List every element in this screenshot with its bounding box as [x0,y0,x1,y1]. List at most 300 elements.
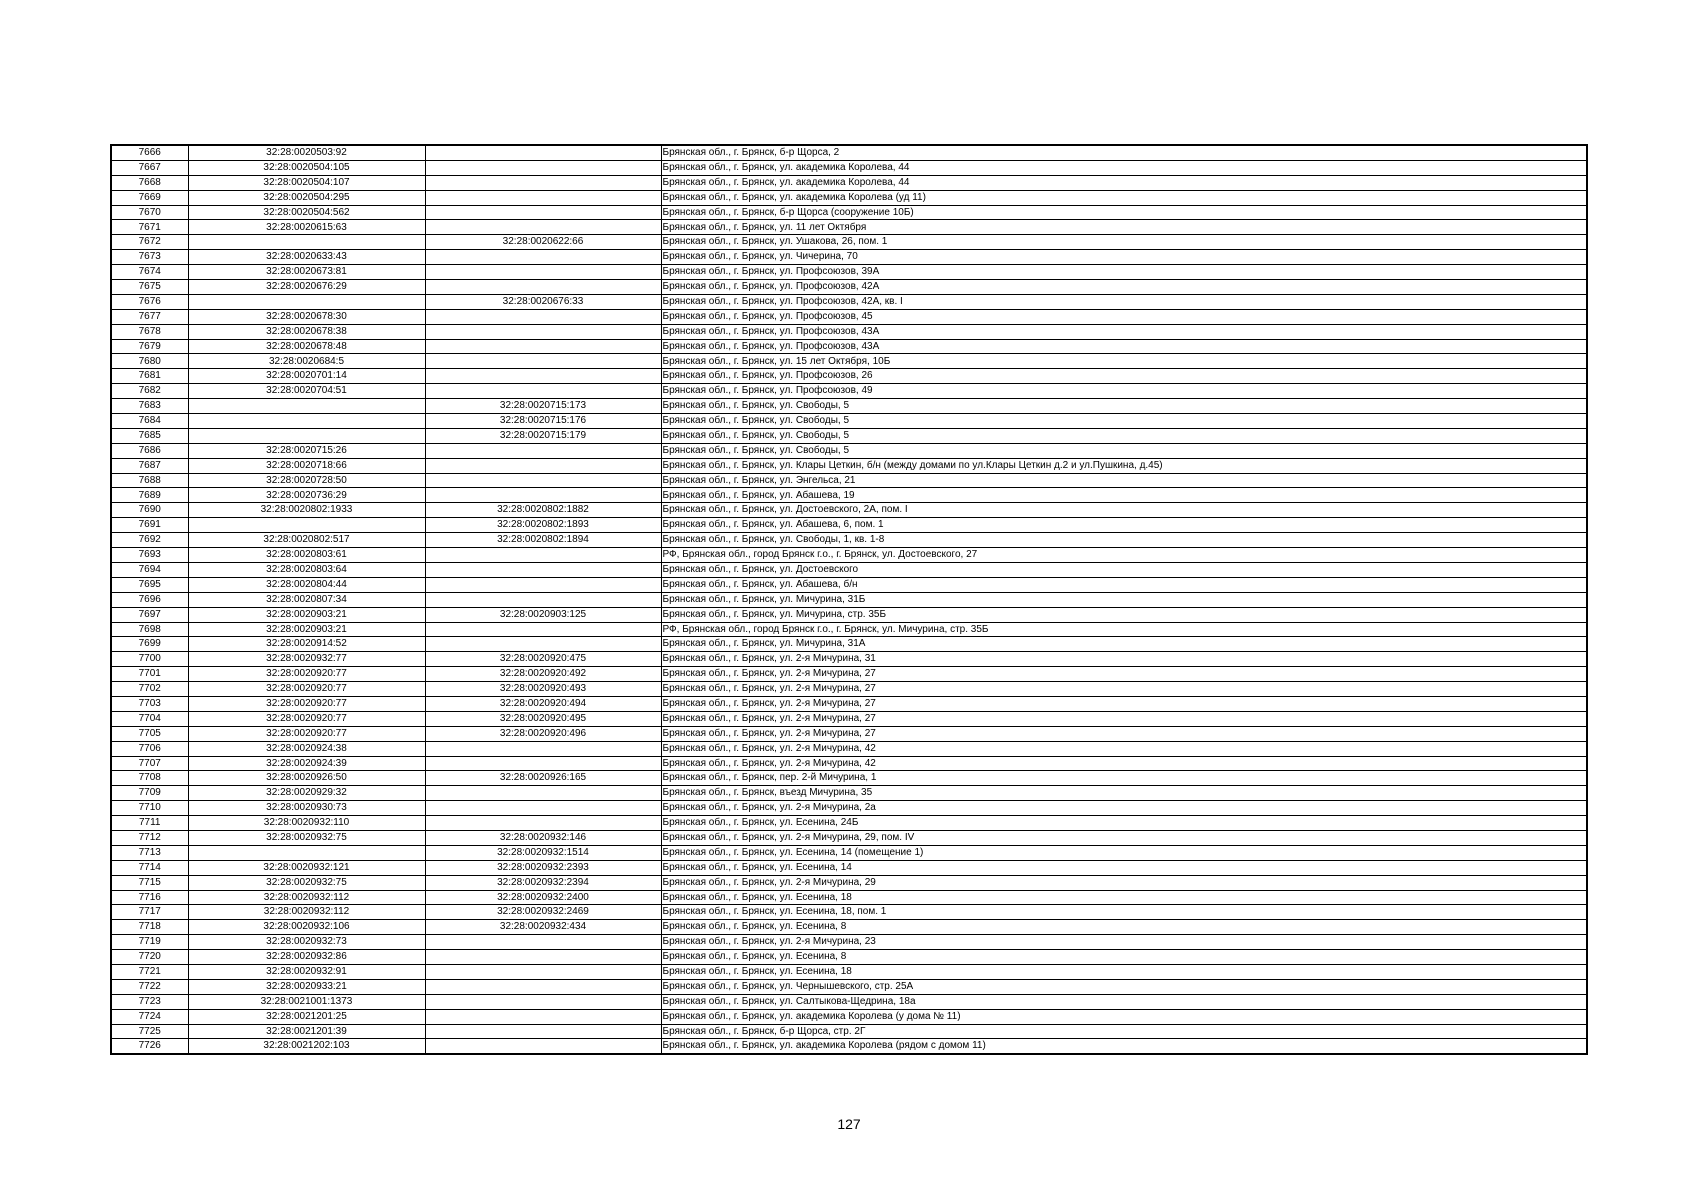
land-cadastral-number-cell: 32:28:0020932:77 [188,652,425,667]
address-cell: Брянская обл., г. Брянск, ул. Энгельса, 21 [661,473,1587,488]
object-cadastral-number-cell: 32:28:0020932:2393 [425,860,661,875]
land-cadastral-number-cell: 32:28:0020728:50 [188,473,425,488]
row-number-cell: 7686 [111,443,188,458]
address-cell: Брянская обл., г. Брянск, ул. Профсоюзов, 45 [661,309,1587,324]
land-cadastral-number-cell: 32:28:0020503:92 [188,145,425,160]
land-cadastral-number-cell: 32:28:0020932:112 [188,905,425,920]
object-cadastral-number-cell [425,369,661,384]
row-number-cell: 7680 [111,354,188,369]
object-cadastral-number-cell: 32:28:0020676:33 [425,294,661,309]
row-number-cell: 7667 [111,160,188,175]
object-cadastral-number-cell: 32:28:0020802:1893 [425,518,661,533]
land-cadastral-number-cell [188,399,425,414]
address-cell: Брянская обл., г. Брянск, ул. Есенина, 24Б [661,816,1587,831]
address-cell: Брянская обл., г. Брянск, ул. 11 лет Октября [661,220,1587,235]
table-row [111,235,1587,250]
address-cell: Брянская обл., г. Брянск, ул. Есенина, 8 [661,950,1587,965]
row-number-cell: 7689 [111,488,188,503]
table-row [111,652,1587,667]
table-row [111,935,1587,950]
row-number-cell: 7714 [111,860,188,875]
object-cadastral-number-cell: 32:28:0020802:1894 [425,533,661,548]
table-row [111,682,1587,697]
row-number-cell: 7685 [111,428,188,443]
land-cadastral-number-cell: 32:28:0020920:77 [188,696,425,711]
row-number-cell: 7723 [111,994,188,1009]
address-cell: Брянская обл., г. Брянск, ул. Профсоюзов, 43А [661,339,1587,354]
land-cadastral-number-cell: 32:28:0020932:121 [188,860,425,875]
row-number-cell: 7720 [111,950,188,965]
object-cadastral-number-cell [425,1039,661,1054]
land-cadastral-number-cell: 32:28:0020701:14 [188,369,425,384]
object-cadastral-number-cell [425,160,661,175]
address-cell: Брянская обл., г. Брянск, ул. академика Королева, 44 [661,160,1587,175]
address-cell: Брянская обл., г. Брянск, ул. 15 лет Октября, 10Б [661,354,1587,369]
row-number-cell: 7677 [111,309,188,324]
land-cadastral-number-cell: 32:28:0020920:77 [188,726,425,741]
row-number-cell: 7695 [111,577,188,592]
table-row [111,771,1587,786]
object-cadastral-number-cell [425,1009,661,1024]
address-cell: Брянская обл., г. Брянск, ул. Достоевского, 2А, пом. I [661,503,1587,518]
row-number-cell: 7716 [111,890,188,905]
address-cell: Брянская обл., г. Брянск, ул. Абашева, 6, пом. 1 [661,518,1587,533]
land-cadastral-number-cell: 32:28:0020504:562 [188,205,425,220]
address-cell: Брянская обл., г. Брянск, ул. 2-я Мичурина, 31 [661,652,1587,667]
table-row [111,354,1587,369]
table-row [111,250,1587,265]
table-row [111,696,1587,711]
object-cadastral-number-cell: 32:28:0020926:165 [425,771,661,786]
land-cadastral-number-cell: 32:28:0020504:107 [188,175,425,190]
object-cadastral-number-cell: 32:28:0020932:2469 [425,905,661,920]
object-cadastral-number-cell: 32:28:0020920:475 [425,652,661,667]
table-row [111,994,1587,1009]
address-cell: Брянская обл., г. Брянск, ул. Достоевского [661,562,1587,577]
land-cadastral-number-cell: 32:28:0021001:1373 [188,994,425,1009]
table-row [111,920,1587,935]
land-cadastral-number-cell: 32:28:0020929:32 [188,786,425,801]
object-cadastral-number-cell [425,994,661,1009]
table-row [111,384,1587,399]
land-cadastral-number-cell: 32:28:0020920:77 [188,667,425,682]
land-cadastral-number-cell: 32:28:0020807:34 [188,592,425,607]
table-row [111,280,1587,295]
land-cadastral-number-cell: 32:28:0020704:51 [188,384,425,399]
table-row [111,741,1587,756]
table-row [111,428,1587,443]
table-row [111,458,1587,473]
object-cadastral-number-cell [425,175,661,190]
object-cadastral-number-cell: 32:28:0020920:494 [425,696,661,711]
row-number-cell: 7702 [111,682,188,697]
row-number-cell: 7675 [111,280,188,295]
address-cell: Брянская обл., г. Брянск, ул. Есенина, 18 [661,890,1587,905]
table-row [111,637,1587,652]
land-cadastral-number-cell: 32:28:0020914:52 [188,637,425,652]
row-number-cell: 7684 [111,414,188,429]
address-cell: Брянская обл., г. Брянск, ул. 2-я Мичурина, 27 [661,726,1587,741]
address-cell: Брянская обл., г. Брянск, ул. Мичурина, 31Б [661,592,1587,607]
table-row [111,294,1587,309]
row-number-cell: 7697 [111,607,188,622]
address-cell: Брянская обл., г. Брянск, ул. Есенина, 8 [661,920,1587,935]
object-cadastral-number-cell [425,190,661,205]
table-row [111,711,1587,726]
object-cadastral-number-cell [425,145,661,160]
address-cell: Брянская обл., г. Брянск, ул. Свободы, 5 [661,414,1587,429]
table-row [111,414,1587,429]
address-cell: Брянская обл., г. Брянск, ул. Свободы, 5 [661,428,1587,443]
table-row [111,205,1587,220]
table-row [111,592,1587,607]
land-cadastral-number-cell: 32:28:0020932:73 [188,935,425,950]
land-cadastral-number-cell: 32:28:0021201:39 [188,1024,425,1039]
address-cell: Брянская обл., г. Брянск, ул. 2-я Мичурина, 29, пом. IV [661,830,1587,845]
object-cadastral-number-cell [425,443,661,458]
address-cell: Брянская обл., г. Брянск, ул. Свободы, 5 [661,443,1587,458]
row-number-cell: 7717 [111,905,188,920]
row-number-cell: 7703 [111,696,188,711]
row-number-cell: 7696 [111,592,188,607]
land-cadastral-number-cell: 32:28:0020615:63 [188,220,425,235]
row-number-cell: 7710 [111,801,188,816]
land-cadastral-number-cell: 32:28:0020802:1933 [188,503,425,518]
row-number-cell: 7676 [111,294,188,309]
address-cell: Брянская обл., г. Брянск, ул. 2-я Мичурина, 27 [661,696,1587,711]
object-cadastral-number-cell [425,280,661,295]
land-cadastral-number-cell: 32:28:0020930:73 [188,801,425,816]
address-cell: Брянская обл., г. Брянск, ул. Чернышевского, стр. 25А [661,979,1587,994]
address-cell: Брянская обл., г. Брянск, пер. 2-й Мичурина, 1 [661,771,1587,786]
land-cadastral-number-cell: 32:28:0021201:25 [188,1009,425,1024]
object-cadastral-number-cell [425,816,661,831]
address-cell: Брянская обл., г. Брянск, ул. Чичерина, 70 [661,250,1587,265]
row-number-cell: 7707 [111,756,188,771]
table-row [111,830,1587,845]
address-cell: Брянская обл., г. Брянск, ул. Профсоюзов, 43А [661,324,1587,339]
address-cell: Брянская обл., г. Брянск, ул. Профсоюзов, 26 [661,369,1587,384]
land-cadastral-number-cell: 32:28:0020903:21 [188,622,425,637]
row-number-cell: 7712 [111,830,188,845]
land-cadastral-number-cell: 32:28:0020932:112 [188,890,425,905]
land-cadastral-number-cell [188,414,425,429]
object-cadastral-number-cell: 32:28:0020932:434 [425,920,661,935]
row-number-cell: 7693 [111,548,188,563]
row-number-cell: 7672 [111,235,188,250]
object-cadastral-number-cell [425,622,661,637]
address-cell: Брянская обл., г. Брянск, ул. Есенина, 14 (помещение 1) [661,845,1587,860]
object-cadastral-number-cell [425,801,661,816]
object-cadastral-number-cell: 32:28:0020920:492 [425,667,661,682]
table-row [111,339,1587,354]
land-cadastral-number-cell [188,235,425,250]
table-row [111,145,1587,160]
table-row [111,964,1587,979]
address-cell: Брянская обл., г. Брянск, ул. Профсоюзов, 39А [661,265,1587,280]
land-cadastral-number-cell: 32:28:0020803:61 [188,548,425,563]
table-row [111,533,1587,548]
land-cadastral-number-cell: 32:28:0020903:21 [188,607,425,622]
row-number-cell: 7687 [111,458,188,473]
table-row [111,309,1587,324]
land-cadastral-number-cell [188,294,425,309]
object-cadastral-number-cell: 32:28:0020932:146 [425,830,661,845]
land-cadastral-number-cell: 32:28:0020932:110 [188,816,425,831]
row-number-cell: 7705 [111,726,188,741]
page-number: 127 [837,1116,861,1132]
address-cell: Брянская обл., г. Брянск, ул. Ушакова, 26, пом. 1 [661,235,1587,250]
table-row [111,190,1587,205]
table-row [111,518,1587,533]
object-cadastral-number-cell [425,786,661,801]
row-number-cell: 7679 [111,339,188,354]
object-cadastral-number-cell [425,384,661,399]
object-cadastral-number-cell: 32:28:0020920:493 [425,682,661,697]
object-cadastral-number-cell [425,562,661,577]
registry-table [110,144,1588,1055]
land-cadastral-number-cell: 32:28:0020718:66 [188,458,425,473]
object-cadastral-number-cell [425,637,661,652]
table-row [111,950,1587,965]
row-number-cell: 7713 [111,845,188,860]
land-cadastral-number-cell: 32:28:0020932:91 [188,964,425,979]
row-number-cell: 7704 [111,711,188,726]
table-row [111,1024,1587,1039]
row-number-cell: 7668 [111,175,188,190]
address-cell: Брянская обл., г. Брянск, ул. 2-я Мичурина, 27 [661,711,1587,726]
object-cadastral-number-cell [425,950,661,965]
address-cell: РФ, Брянская обл., город Брянск г.о., г. Брянск, ул. Мичурина, стр. 35Б [661,622,1587,637]
object-cadastral-number-cell [425,577,661,592]
object-cadastral-number-cell [425,354,661,369]
land-cadastral-number-cell: 32:28:0020736:29 [188,488,425,503]
object-cadastral-number-cell [425,488,661,503]
row-number-cell: 7698 [111,622,188,637]
object-cadastral-number-cell: 32:28:0020903:125 [425,607,661,622]
land-cadastral-number-cell: 32:28:0020924:39 [188,756,425,771]
address-cell: Брянская обл., г. Брянск, ул. Мичурина, стр. 35Б [661,607,1587,622]
table-row [111,443,1587,458]
land-cadastral-number-cell: 32:28:0020920:77 [188,682,425,697]
table-row [111,905,1587,920]
row-number-cell: 7694 [111,562,188,577]
row-number-cell: 7701 [111,667,188,682]
table-row [111,816,1587,831]
address-cell: Брянская обл., г. Брянск, ул. Свободы, 5 [661,399,1587,414]
row-number-cell: 7719 [111,935,188,950]
row-number-cell: 7669 [111,190,188,205]
address-cell: Брянская обл., г. Брянск, ул. Есенина, 18, пом. 1 [661,905,1587,920]
address-cell: Брянская обл., г. Брянск, въезд Мичурина, 35 [661,786,1587,801]
address-cell: Брянская обл., г. Брянск, ул. академика Королева, 44 [661,175,1587,190]
row-number-cell: 7673 [111,250,188,265]
land-cadastral-number-cell: 32:28:0020803:64 [188,562,425,577]
table-row [111,369,1587,384]
row-number-cell: 7678 [111,324,188,339]
table-row [111,577,1587,592]
address-cell: Брянская обл., г. Брянск, ул. 2-я Мичурина, 42 [661,741,1587,756]
land-cadastral-number-cell: 32:28:0020684:5 [188,354,425,369]
table-row [111,726,1587,741]
land-cadastral-number-cell: 32:28:0020920:77 [188,711,425,726]
object-cadastral-number-cell [425,324,661,339]
address-cell: Брянская обл., г. Брянск, ул. 2-я Мичурина, 23 [661,935,1587,950]
object-cadastral-number-cell: 32:28:0020715:176 [425,414,661,429]
address-cell: Брянская обл., г. Брянск, б-р Щорса, стр. 2Г [661,1024,1587,1039]
table-row [111,1009,1587,1024]
row-number-cell: 7722 [111,979,188,994]
object-cadastral-number-cell: 32:28:0020715:179 [425,428,661,443]
address-cell: Брянская обл., г. Брянск, ул. Профсоюзов, 42А [661,280,1587,295]
row-number-cell: 7718 [111,920,188,935]
row-number-cell: 7715 [111,875,188,890]
row-number-cell: 7711 [111,816,188,831]
object-cadastral-number-cell [425,1024,661,1039]
object-cadastral-number-cell [425,250,661,265]
object-cadastral-number-cell [425,309,661,324]
object-cadastral-number-cell [425,205,661,220]
land-cadastral-number-cell [188,518,425,533]
address-cell: Брянская обл., г. Брянск, ул. академика Королева (уд 11) [661,190,1587,205]
land-cadastral-number-cell: 32:28:0020678:38 [188,324,425,339]
table-row [111,607,1587,622]
land-cadastral-number-cell: 32:28:0020932:75 [188,830,425,845]
object-cadastral-number-cell: 32:28:0020932:1514 [425,845,661,860]
row-number-cell: 7674 [111,265,188,280]
table-row [111,548,1587,563]
land-cadastral-number-cell [188,428,425,443]
object-cadastral-number-cell: 32:28:0020622:66 [425,235,661,250]
address-cell: Брянская обл., г. Брянск, ул. академика Королева (рядом с домом 11) [661,1039,1587,1054]
address-cell: Брянская обл., г. Брянск, ул. Абашева, 19 [661,488,1587,503]
row-number-cell: 7691 [111,518,188,533]
table-row [111,175,1587,190]
table-row [111,860,1587,875]
row-number-cell: 7688 [111,473,188,488]
row-number-cell: 7706 [111,741,188,756]
object-cadastral-number-cell [425,548,661,563]
table-row [111,562,1587,577]
land-cadastral-number-cell: 32:28:0020932:86 [188,950,425,965]
row-number-cell: 7709 [111,786,188,801]
table-row [111,622,1587,637]
address-cell: Брянская обл., г. Брянск, ул. Профсоюзов, 49 [661,384,1587,399]
land-cadastral-number-cell: 32:28:0020504:105 [188,160,425,175]
land-cadastral-number-cell: 32:28:0020926:50 [188,771,425,786]
row-number-cell: 7670 [111,205,188,220]
land-cadastral-number-cell: 32:28:0020633:43 [188,250,425,265]
table-row [111,890,1587,905]
row-number-cell: 7690 [111,503,188,518]
object-cadastral-number-cell [425,220,661,235]
object-cadastral-number-cell [425,979,661,994]
object-cadastral-number-cell [425,339,661,354]
land-cadastral-number-cell: 32:28:0020802:517 [188,533,425,548]
table-row [111,1039,1587,1054]
address-cell: Брянская обл., г. Брянск, ул. 2-я Мичурина, 27 [661,667,1587,682]
table-row [111,488,1587,503]
address-cell: Брянская обл., г. Брянск, б-р Щорса (сооружение 10Б) [661,205,1587,220]
object-cadastral-number-cell: 32:28:0020715:173 [425,399,661,414]
object-cadastral-number-cell [425,458,661,473]
address-cell: Брянская обл., г. Брянск, ул. академика Королева (у дома № 11) [661,1009,1587,1024]
table-row [111,265,1587,280]
land-cadastral-number-cell: 32:28:0020678:48 [188,339,425,354]
row-number-cell: 7699 [111,637,188,652]
land-cadastral-number-cell: 32:28:0020715:26 [188,443,425,458]
table-row [111,875,1587,890]
land-cadastral-number-cell: 32:28:0020933:21 [188,979,425,994]
object-cadastral-number-cell: 32:28:0020802:1882 [425,503,661,518]
address-cell: Брянская обл., г. Брянск, ул. Профсоюзов, 42А, кв. I [661,294,1587,309]
address-cell: Брянская обл., г. Брянск, ул. Есенина, 18 [661,964,1587,979]
land-cadastral-number-cell: 32:28:0020932:75 [188,875,425,890]
land-cadastral-number-cell: 32:28:0021202:103 [188,1039,425,1054]
row-number-cell: 7681 [111,369,188,384]
object-cadastral-number-cell: 32:28:0020932:2394 [425,875,661,890]
address-cell: РФ, Брянская обл., город Брянск г.о., г. Брянск, ул. Достоевского, 27 [661,548,1587,563]
object-cadastral-number-cell [425,935,661,950]
address-cell: Брянская обл., г. Брянск, б-р Щорса, 2 [661,145,1587,160]
row-number-cell: 7725 [111,1024,188,1039]
row-number-cell: 7671 [111,220,188,235]
address-cell: Брянская обл., г. Брянск, ул. 2-я Мичурина, 27 [661,682,1587,697]
land-cadastral-number-cell: 32:28:0020673:81 [188,265,425,280]
table-row [111,473,1587,488]
land-cadastral-number-cell: 32:28:0020804:44 [188,577,425,592]
object-cadastral-number-cell: 32:28:0020932:2400 [425,890,661,905]
object-cadastral-number-cell: 32:28:0020920:496 [425,726,661,741]
address-cell: Брянская обл., г. Брянск, ул. Клары Цеткин, б/н (между домами по ул.Клары Цеткин д.2 и ул.Пушкина, д.45) [661,458,1587,473]
row-number-cell: 7724 [111,1009,188,1024]
table-row [111,324,1587,339]
land-cadastral-number-cell: 32:28:0020924:38 [188,741,425,756]
row-number-cell: 7683 [111,399,188,414]
address-cell: Брянская обл., г. Брянск, ул. 2-я Мичурина, 2а [661,801,1587,816]
land-cadastral-number-cell: 32:28:0020932:106 [188,920,425,935]
land-cadastral-number-cell: 32:28:0020678:30 [188,309,425,324]
row-number-cell: 7692 [111,533,188,548]
table-row [111,399,1587,414]
table-row [111,667,1587,682]
object-cadastral-number-cell [425,741,661,756]
address-cell: Брянская обл., г. Брянск, ул. Есенина, 14 [661,860,1587,875]
address-cell: Брянская обл., г. Брянск, ул. Свободы, 1, кв. 1-8 [661,533,1587,548]
row-number-cell: 7708 [111,771,188,786]
row-number-cell: 7721 [111,964,188,979]
land-cadastral-number-cell [188,845,425,860]
table-row [111,503,1587,518]
row-number-cell: 7666 [111,145,188,160]
table-row [111,160,1587,175]
table-row [111,220,1587,235]
address-cell: Брянская обл., г. Брянск, ул. Мичурина, 31А [661,637,1587,652]
address-cell: Брянская обл., г. Брянск, ул. 2-я Мичурина, 29 [661,875,1587,890]
table-row [111,845,1587,860]
object-cadastral-number-cell [425,473,661,488]
table-row [111,801,1587,816]
row-number-cell: 7682 [111,384,188,399]
address-cell: Брянская обл., г. Брянск, ул. Абашева, б/н [661,577,1587,592]
row-number-cell: 7700 [111,652,188,667]
address-cell: Брянская обл., г. Брянск, ул. Салтыкова-Щедрина, 18а [661,994,1587,1009]
row-number-cell: 7726 [111,1039,188,1054]
object-cadastral-number-cell [425,756,661,771]
object-cadastral-number-cell: 32:28:0020920:495 [425,711,661,726]
object-cadastral-number-cell [425,265,661,280]
land-cadastral-number-cell: 32:28:0020504:295 [188,190,425,205]
